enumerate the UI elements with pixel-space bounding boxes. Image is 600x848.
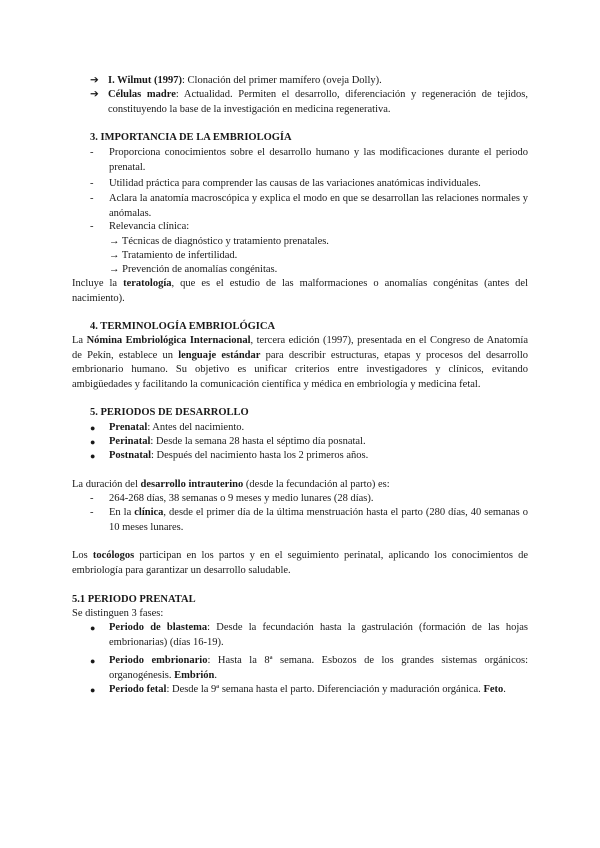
- intro-item-wilmut: ➔ I. Wilmut (1997): Clonación del primer mamífero (oveja Dolly).: [90, 74, 528, 89]
- list-item: - Proporciona conocimientos sobre el desarrollo humano y las modificaciones durante el periodo prenatal.: [90, 147, 528, 173]
- list-item: ● Periodo de blastema: Desde la fecundación hasta la gastrulación (formación de las hojas embrionarias) (días 16-19).: [90, 622, 528, 648]
- list-item: - Relevancia clínica:: [90, 221, 190, 232]
- sub-list-item: → Técnicas de diagnóstico y tratamiento prenatales.: [109, 236, 329, 247]
- bullet-icon: ●: [90, 437, 96, 447]
- arrow-bullet-icon: ➔: [90, 75, 99, 86]
- list-item: ● Periodo embrionario: Hasta la 8ª semana. Esbozos de los grandes sistemas orgánicos: organogénesis. Embrión.: [90, 655, 529, 681]
- list-item: ● Prenatal: Antes del nacimiento.: [90, 421, 528, 436]
- list-item: ● Periodo fetal: Desde la 9ª semana hasta el parto. Diferenciación y maduración orgánica. Feto.: [90, 683, 528, 698]
- list-item: - Utilidad práctica para comprender las causas de las variaciones anatómicas individuales.: [90, 178, 481, 189]
- duracion-paragraph: La duración del desarrollo intrauterino (desde la fecundación al parto) es:: [72, 479, 390, 490]
- bullet-icon: ●: [90, 656, 96, 666]
- teratologia-note: Incluye la teratología, que es el estudio de las malformaciones o anomalías congénitas (antes del nacimiento).: [72, 278, 529, 304]
- fases-intro: Se distinguen 3 fases:: [72, 608, 164, 619]
- list-item: ● Perinatal: Desde la semana 28 hasta el séptimo día posnatal.: [90, 435, 528, 450]
- list-item: - 264-268 días, 38 semanas o 9 meses y medio lunares (28 días).: [90, 493, 374, 504]
- list-item: - En la clínica, desde el primer día de la última menstruación hasta el parto (280 días, 40 semanas o 10 meses lunares.: [90, 507, 529, 533]
- terminologia-paragraph: La Nómina Embriológica Internacional, tercera edición (1997), presentada en el Congreso de Anatomía de Pekín, establece un lenguaje estándar para describir estructuras, etapas y procesos del desarrollo embrionario humano. Su objetivo es unificar criterios entre investigadores y clínicos, evitando ambigüedades y facilitando la comunicación científica y médica en embriología y medicina fetal.: [72, 335, 528, 390]
- section-heading-5-1: 5.1 PERIODO PRENATAL: [72, 594, 196, 605]
- section-heading-3: 3. IMPORTANCIA DE LA EMBRIOLOGÍA: [90, 132, 292, 143]
- bullet-icon: ●: [90, 623, 96, 633]
- list-item: - Aclara la anatomía macroscópica y explica el modo en que se desarrollan las relaciones normales y anómalas.: [90, 193, 528, 219]
- bullet-icon: ●: [90, 685, 96, 695]
- bullet-icon: ●: [90, 451, 96, 461]
- intro-item-celulas-madre: ➔ Células madre: Actualidad. Permiten el desarrollo, diferenciación y regeneración de tejidos, constituyendo la base de la investigación en medicina regenerativa.: [90, 89, 528, 115]
- bullet-icon: ●: [90, 423, 96, 433]
- list-item: ● Postnatal: Después del nacimiento hasta los 2 primeros años.: [90, 449, 528, 464]
- sub-list-item: → Tratamiento de infertilidad.: [109, 250, 238, 261]
- arrow-bullet-icon: ➔: [90, 89, 99, 100]
- sub-list-item: → Prevención de anomalías congénitas.: [109, 264, 278, 275]
- section-heading-4: 4. TERMINOLOGÍA EMBRIOLÓGICA: [90, 321, 276, 332]
- tocologos-paragraph: Los tocólogos participan en los partos y en el seguimiento perinatal, aplicando los conocimientos de embriología para garantizar un desarrollo saludable.: [72, 550, 528, 576]
- section-heading-5: 5. PERIODOS DE DESARROLLO: [90, 407, 249, 418]
